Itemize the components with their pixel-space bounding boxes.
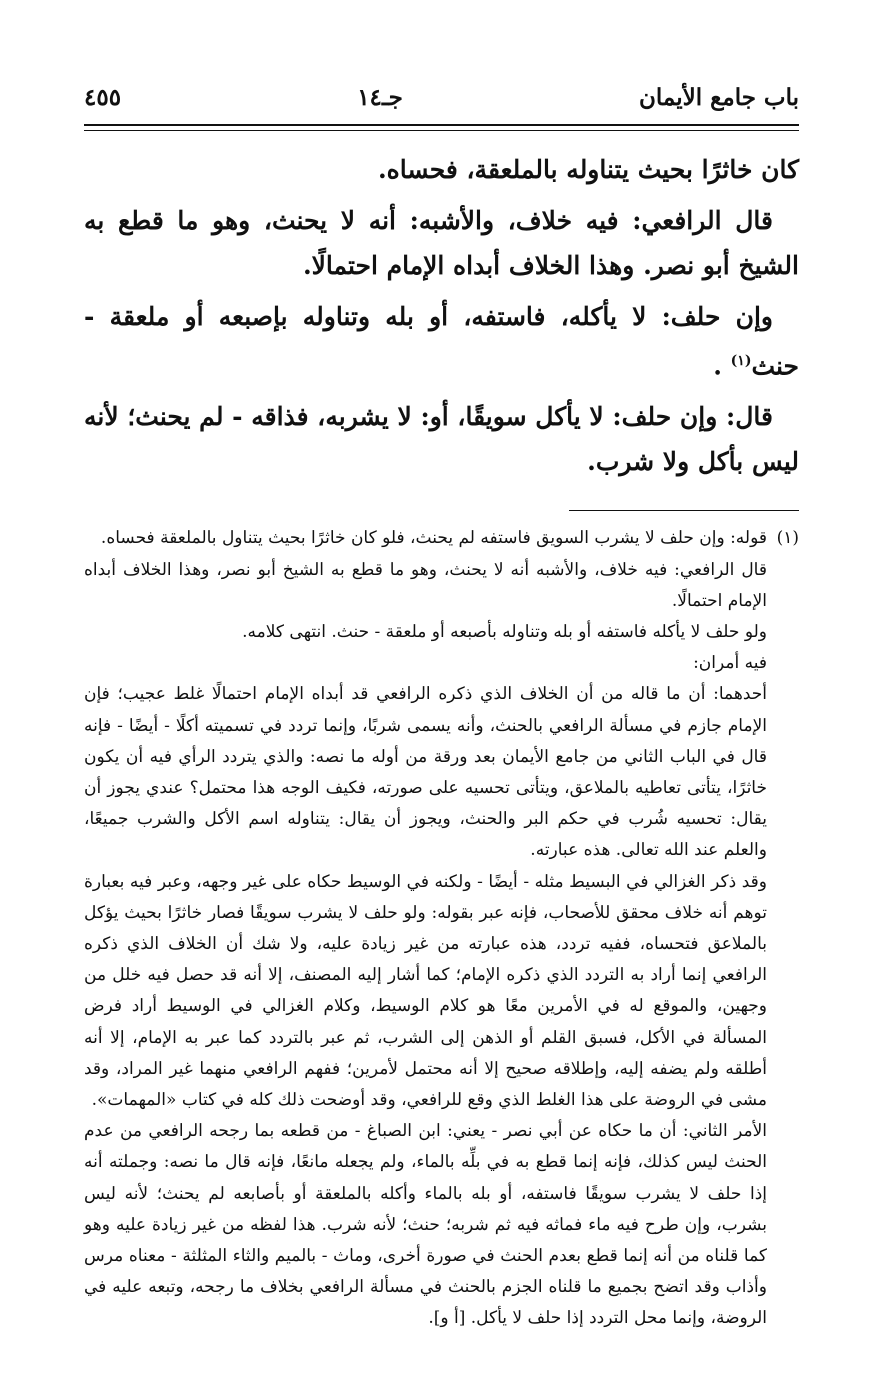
main-paragraph: قال: وإن حلف: لا يأكل سويقًا، أو: لا يشربه، فذاقه - لم يحنث؛ لأنه ليس بأكل ولا شرب. bbox=[84, 402, 799, 477]
footnote-reference[interactable]: (١) bbox=[730, 353, 752, 369]
footnote-paragraph: وقد ذكر الغزالي في البسيط مثله - أيضًا - ولكنه في الوسيط حكاه على غير وجهه، وعبر فيه بعبارة توهم أنه خلاف محقق للأصحاب، فإنه عبر بقوله: ولو حلف لا يشرب سويقًا فصار خاثرًا بحيث يؤكل بالملاعق فتحساه، ففيه تردد، هذه عبارته من غير زيادة عليه، ولا شك أن الخلاف الذي ذكره الرافعي إنما أراد به التردد الذي ذكره الإمام؛ كما أشار إليه المصنف، إلا أنه قد حصل فيه خلل من وجهين، والموقع له في الأمرين معًا هو كلام الوسيط، وكلام الغزالي في الوسيط أراد فرض المسألة في الأكل، فسبق القلم أو الذهن إلى الشرب، ثم عبر بالتردد كما عبر به الإمام، إلا أنه أطلقه ولم يضفه إليه، وإطلاقه صحيح إلا أنه محتمل لأمرين؛ ففهم الرافعي منهما غير المراد، وقد مشى في الروضة على هذا الغلط الذي وقع للرافعي، وقد أوضحت ذلك كله في كتاب «المهمات». bbox=[84, 871, 767, 1110]
page-number: ٤٥٥ bbox=[84, 84, 122, 111]
footnote-separator-wrap bbox=[84, 510, 799, 511]
footnote-number: (١) bbox=[776, 528, 799, 549]
main-text bbox=[84, 147, 799, 484]
footnote-paragraph: الأمر الثاني: أن ما حكاه عن أبي نصر - يعني: ابن الصباغ - من قطعه بما رجحه الرافعي من عدم الحنث ليس كذلك، فإنه إنما قطع به في بلِّه بالماء، ولم يجعله مانعًا، فإنه قال ما نصه: وجملته أنه إذا حلف لا يشرب سويقًا فاستفه، أو بله بالماء وأكله بالملعقة أو بأصابعه لم يحنث؛ لأنه ليس بشرب، وإن طرح فيه ماء فماثه فيه ثم شربه؛ حنث؛ لأنه شرب. هذا لفظه من غير زيادة عليه وهو كما قلناه من أنه إنما قطع بعدم الحنث في صورة أخرى، وماث - بالميم والثاء المثلثة - معناه مرس وأذاب وقد اتضح بجميع ما قلناه الجزم بالحنث في مسألة الرافعي بخلاف ما رجحه، وتبعه عليه في الروضة، وإنما محل التردد إذا حلف لا يأكل. [أ و]. bbox=[84, 1121, 767, 1329]
main-paragraph-text: وإن حلف: لا يأكله، فاستفه، أو بله وتناوله بإصبعه أو ملعقة - حنث bbox=[84, 302, 799, 381]
volume-number: جـ١٤ bbox=[357, 84, 403, 111]
footnote-text: قوله: وإن حلف لا يشرب السويق فاستفه لم يحنث، فلو كان خاثرًا بحيث يتناول بالملعقة فحساه. bbox=[100, 528, 767, 549]
chapter-title: باب جامع الأيمان bbox=[639, 84, 799, 111]
running-header bbox=[84, 84, 799, 118]
main-paragraph: قال الرافعي: فيه خلاف، والأشبه: أنه لا يحنث، وهو ما قطع به الشيخ أبو نصر. وهذا الخلاف أبداه الإمام احتمالًا. bbox=[84, 206, 799, 280]
footnote-separator bbox=[569, 510, 799, 511]
footnote-body bbox=[84, 523, 799, 1334]
footnotes bbox=[84, 523, 799, 1334]
footnote-reference-tail: . bbox=[713, 351, 731, 381]
footnote-paragraph: قال الرافعي: فيه خلاف، والأشبه أنه لا يحنث، وهو ما قطع به الشيخ أبو نصر، وهذا الخلاف أبداه الإمام احتمالًا. bbox=[84, 559, 767, 611]
footnote-paragraph bbox=[84, 523, 799, 554]
footnote-paragraph: فيه أمران: bbox=[693, 653, 767, 674]
footnote-paragraph: أحدهما: أن ما قاله من أن الخلاف الذي ذكره الرافعي قد أبداه الإمام احتمالًا غلط عجيب؛ فإن الإمام جازم في مسألة الرافعي بالحنث، وأنه يسمى شربًا، وإنما تردد في تسميته أكلًا - أيضًا - فإنه قال في الباب الثاني من جامع الأيمان بعد ورقة من أوله ما نصه: والذي يتردد الرأي فيه أن يكون خاثرًا، يتأتى تعاطيه بالملاعق، ويتأتى تحسيه على صورته، فكيف الوجه هذا محتمل؟ عندي يجوز أن يقال: تحسيه شُرب في حكم البر والحنث، ويجوز أن يقال: يتناوله اسم الأكل والشرب جميعًا، والعلم عند الله تعالى. هذه عبارته. bbox=[84, 684, 767, 861]
main-paragraph: كان خاثرًا بحيث يتناوله بالملعقة، فحساه. bbox=[377, 155, 799, 184]
main-paragraph bbox=[84, 294, 799, 388]
footnote-paragraph: ولو حلف لا يأكله فاستفه أو بله وتناوله بأصبعه أو ملعقة - حنث. انتهى كلامه. bbox=[242, 621, 767, 642]
header-rule bbox=[84, 124, 799, 131]
